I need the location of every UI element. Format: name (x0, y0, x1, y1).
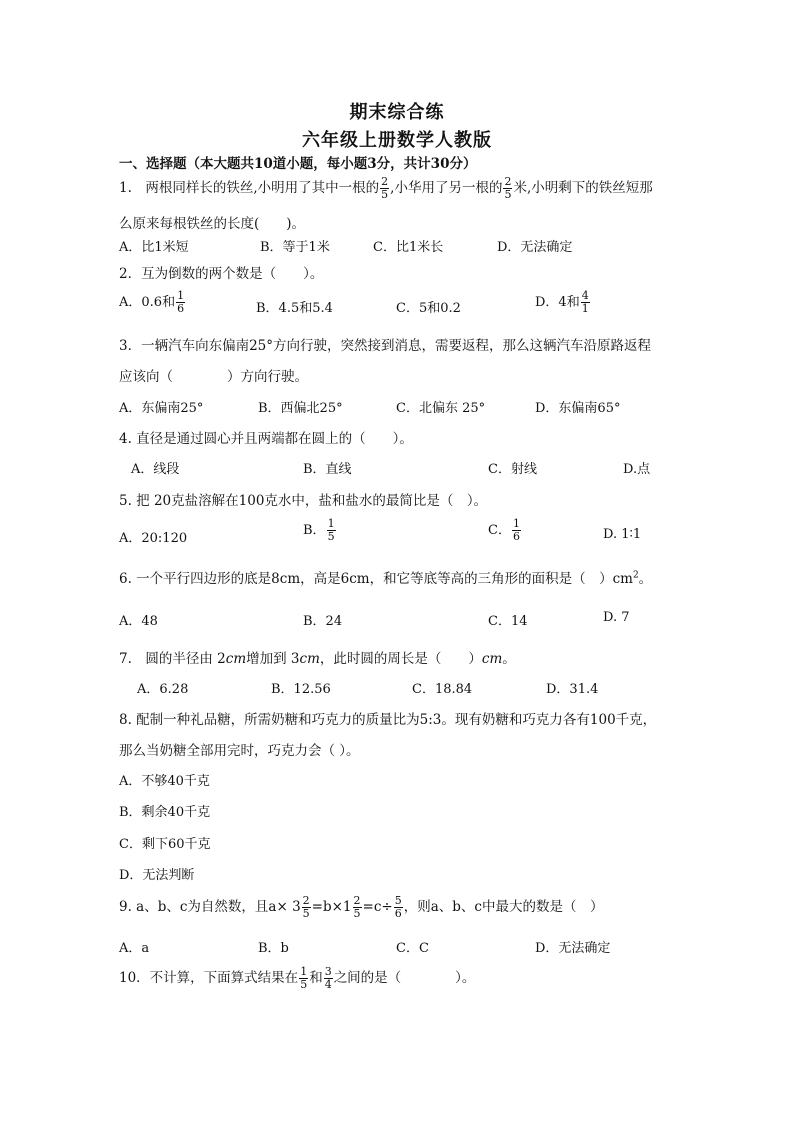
question-2: 2．互为倒数的两个数是（ ）。 (119, 266, 324, 282)
section-heading: 一、选择题（本大题共10道小题，每小题3分，共计30分） (119, 156, 477, 172)
q3-option-b[interactable]: B．西偏北25° (258, 401, 343, 416)
q5-c-fraction: $\frac{1}{6}$ (512, 517, 520, 543)
q5-option-b[interactable]: B． $\frac{1}{5}$ (303, 517, 335, 543)
q1-text-a: 1. 两根同样长的铁丝,小明用了其中一根的 (119, 180, 380, 196)
question-4: 4. 直径是通过圆心并且两端都在圆上的（ ）。 (119, 431, 413, 447)
q9-option-b[interactable]: B．b (258, 941, 289, 956)
q3-option-d[interactable]: D．东偏南65° (535, 401, 621, 416)
q1-text-c: 米,小明剩下的铁丝短那 (513, 180, 653, 196)
q6-option-d[interactable]: D. 7 (603, 610, 630, 625)
q5-b-fraction: $\frac{1}{5}$ (327, 517, 335, 543)
q7-option-b[interactable]: B．12.56 (271, 682, 331, 697)
q1-option-c[interactable]: C．比1米长 (373, 240, 444, 255)
q4-option-c[interactable]: C．射线 (488, 462, 537, 477)
q1-option-d[interactable]: D．无法确定 (497, 240, 573, 255)
q2-option-b[interactable]: B．4.5和5.4 (256, 301, 333, 316)
q9-fraction-3: $\frac{5}{6}$ (394, 894, 402, 920)
q6-option-c[interactable]: C．14 (488, 614, 528, 629)
question-10: 10．不计算，下面算式结果在 $\frac{1}{5}$ 和 $\frac{3}{4}$ 之间的是（ ）。 (119, 965, 476, 991)
q2-d-fraction: $\frac{4}{1}$ (581, 289, 589, 315)
exam-subtitle: 六年级上册数学人教版 (302, 130, 492, 151)
question-1-line-2: 么原来每根铁丝的长度( )。 (119, 216, 306, 232)
question-3-line-1: 3．一辆汽车向东偏南25°方向行驶，突然接到消息，需要返程，那么这辆汽车沿原路返程 (119, 338, 652, 354)
q6-option-b[interactable]: B．24 (303, 614, 343, 629)
q4-option-d[interactable]: D.点 (623, 462, 651, 477)
q5-option-a[interactable]: A．20:120 (119, 531, 188, 546)
q9-option-c[interactable]: C．C (396, 941, 429, 956)
q10-fraction-1: $\frac{1}{5}$ (300, 965, 308, 991)
question-6: 6. 一个平行四边形的底是8cm，高是6cm，和它等底等高的三角形的面积是（ ）$cm^2$。 (119, 570, 653, 587)
q9-fraction-2: $\frac{2}{5}$ (353, 894, 361, 920)
q9-fraction-1: $\frac{2}{5}$ (302, 894, 310, 920)
q8-option-d[interactable]: D．无法判断 (119, 868, 195, 883)
q1-fraction-1: $\frac{2}{5}$ (381, 175, 389, 201)
q7-option-d[interactable]: D．31.4 (546, 682, 599, 697)
q4-option-b[interactable]: B．直线 (303, 462, 352, 477)
q8-option-b[interactable]: B．剩余40千克 (119, 805, 211, 820)
q7-option-c[interactable]: C．18.84 (412, 682, 473, 697)
question-8-line-2: 那么当奶糖全部用完时，巧克力会（ ）。 (119, 743, 360, 759)
q3-option-a[interactable]: A．东偏南25° (119, 401, 204, 416)
q9-option-d[interactable]: D．无法确定 (535, 941, 611, 956)
q8-option-c[interactable]: C．剩下60千克 (119, 837, 211, 852)
question-5: 5. 把 20克盐溶解在100克水中，盐和盐水的最简比是（ ）。 (119, 493, 488, 509)
q1-option-b[interactable]: B．等于1米 (260, 240, 330, 255)
q7-option-a[interactable]: A．6.28 (137, 682, 189, 697)
exam-title: 期末综合练 (349, 102, 445, 123)
q2-option-a[interactable]: A．0.6和 $\frac{1}{6}$ (119, 289, 185, 315)
q1-fraction-2: $\frac{2}{5}$ (504, 175, 512, 201)
q5-option-d[interactable]: D. 1∶1 (603, 527, 642, 542)
q9-option-a[interactable]: A．a (119, 941, 150, 956)
question-8-line-1: 8. 配制一种礼品糖，所需奶糖和巧克力的质量比为5:3。现有奶糖和巧克力各有100千克， (119, 712, 657, 728)
q4-option-a[interactable]: A．线段 (131, 462, 180, 477)
question-9: 9. a、b、c为自然数，且a× 3 $\frac{2}{5}$ =b×1 $\frac{2}{5}$ =c÷ $\frac{5}{6}$ ，则a、b、c中最大的数是（ ） (119, 894, 604, 920)
q3-option-c[interactable]: C．北偏东 25° (396, 401, 486, 416)
q2-option-c[interactable]: C．5和0.2 (396, 301, 461, 316)
q2-a-fraction: $\frac{1}{6}$ (177, 289, 185, 315)
q5-option-c[interactable]: C． $\frac{1}{6}$ (488, 517, 520, 543)
q2-option-d[interactable]: D．4和 $\frac{4}{1}$ (535, 289, 589, 315)
q10-fraction-2: $\frac{3}{4}$ (324, 965, 332, 991)
q1-text-b: ,小华用了另一根的 (390, 180, 503, 196)
q6-option-a[interactable]: A．48 (119, 614, 158, 629)
question-7: 7. 圆的半径由 2cm增加到 3cm，此时圆的周长是（ ）cm。 (119, 651, 516, 667)
question-3-line-2: 应该向（ ）方向行驶。 (119, 369, 308, 385)
question-1-line-1 (119, 176, 653, 201)
q8-option-a[interactable]: A．不够40千克 (119, 774, 210, 789)
q1-option-a[interactable]: A．比1米短 (119, 240, 189, 255)
